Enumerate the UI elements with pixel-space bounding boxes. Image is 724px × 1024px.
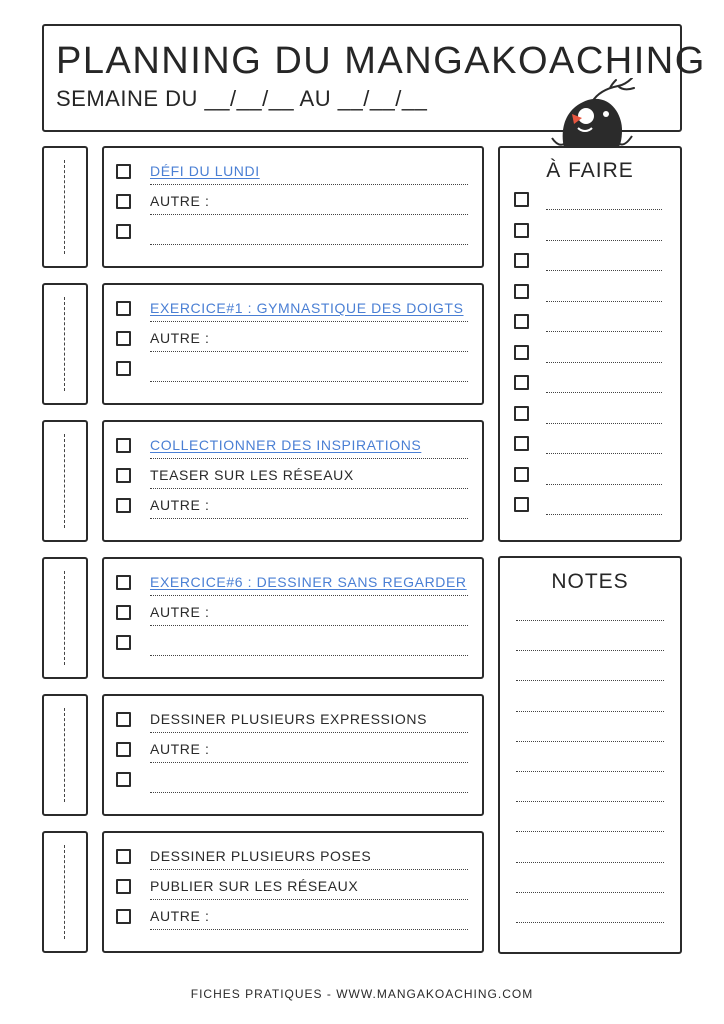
- task-row: [116, 770, 468, 794]
- todo-item: [514, 314, 662, 332]
- todo-checkbox[interactable]: [514, 345, 529, 360]
- task-write-line[interactable]: [150, 869, 468, 870]
- page-title: PLANNING DU MANGAKOACHING: [56, 40, 706, 82]
- note-line[interactable]: [516, 650, 664, 651]
- todo-checkbox[interactable]: [514, 436, 529, 451]
- note-line[interactable]: [516, 862, 664, 863]
- task-write-line[interactable]: [150, 732, 468, 733]
- todo-checkbox[interactable]: [514, 406, 529, 421]
- task-checkbox[interactable]: [116, 438, 131, 453]
- task-row: [116, 299, 468, 323]
- task-row: [116, 359, 468, 383]
- task-write-line[interactable]: [150, 184, 468, 185]
- todo-checkbox[interactable]: [514, 314, 529, 329]
- task-row: [116, 192, 468, 216]
- day-dashed-line: [64, 708, 65, 802]
- task-checkbox[interactable]: [116, 879, 131, 894]
- task-row: [116, 847, 468, 871]
- todo-item: [514, 284, 662, 302]
- task-checkbox[interactable]: [116, 468, 131, 483]
- todo-write-line[interactable]: [546, 240, 662, 241]
- task-row: [116, 222, 468, 246]
- notes-box: [498, 556, 682, 954]
- day-tasks-box: [102, 694, 484, 816]
- day-dashed-line: [64, 571, 65, 665]
- task-row: [116, 329, 468, 353]
- task-row: [116, 633, 468, 657]
- day-dashed-line: [64, 434, 65, 528]
- task-write-line[interactable]: [150, 458, 468, 459]
- day-label-box[interactable]: [42, 557, 88, 679]
- todo-write-line[interactable]: [546, 270, 662, 271]
- task-checkbox[interactable]: [116, 909, 131, 924]
- note-line[interactable]: [516, 771, 664, 772]
- todo-item: [514, 223, 662, 241]
- task-label: PUBLIER SUR LES RÉSEAUX: [150, 878, 359, 894]
- footer-text: FICHES PRATIQUES - WWW.MANGAKOACHING.COM: [190, 987, 534, 1001]
- todo-write-line[interactable]: [546, 514, 662, 515]
- note-line[interactable]: [516, 711, 664, 712]
- note-line[interactable]: [516, 801, 664, 802]
- todo-write-line[interactable]: [546, 362, 662, 363]
- task-write-line[interactable]: [150, 595, 468, 596]
- task-checkbox[interactable]: [116, 361, 131, 376]
- task-link[interactable]: DÉFI DU LUNDI: [150, 163, 260, 179]
- day-dashed-line: [64, 297, 65, 391]
- day-dashed-line: [64, 845, 65, 939]
- task-row: [116, 162, 468, 186]
- task-label: AUTRE :: [150, 908, 210, 924]
- todo-checkbox[interactable]: [514, 284, 529, 299]
- todo-item: [514, 345, 662, 363]
- task-row: [116, 603, 468, 627]
- note-line[interactable]: [516, 620, 664, 621]
- day-tasks-box: [102, 146, 484, 268]
- task-write-line[interactable]: [150, 899, 468, 900]
- task-checkbox[interactable]: [116, 712, 131, 727]
- note-line[interactable]: [516, 831, 664, 832]
- task-label: AUTRE :: [150, 497, 210, 513]
- task-write-line[interactable]: [150, 244, 468, 245]
- day-label-box[interactable]: [42, 283, 88, 405]
- task-write-line[interactable]: [150, 381, 468, 382]
- day-dashed-line: [64, 160, 65, 254]
- task-checkbox[interactable]: [116, 498, 131, 513]
- task-checkbox[interactable]: [116, 301, 131, 316]
- task-write-line[interactable]: [150, 625, 468, 626]
- task-checkbox[interactable]: [116, 605, 131, 620]
- task-write-line[interactable]: [150, 762, 468, 763]
- todo-title: À FAIRE: [546, 159, 634, 182]
- task-row: [116, 877, 468, 901]
- day-tasks-box: [102, 831, 484, 953]
- task-label: AUTRE :: [150, 741, 210, 757]
- task-write-line[interactable]: [150, 655, 468, 656]
- day-label-box[interactable]: [42, 420, 88, 542]
- task-row: [116, 436, 468, 460]
- task-label: DESSINER PLUSIEURS POSES: [150, 848, 372, 864]
- task-link[interactable]: EXERCICE#1 : GYMNASTIQUE DES DOIGTS: [150, 300, 464, 316]
- todo-write-line[interactable]: [546, 484, 662, 485]
- day-tasks-box: [102, 420, 484, 542]
- task-checkbox[interactable]: [116, 331, 131, 346]
- todo-item: [514, 406, 662, 424]
- task-label: AUTRE :: [150, 330, 210, 346]
- task-checkbox[interactable]: [116, 635, 131, 650]
- todo-write-line[interactable]: [546, 423, 662, 424]
- todo-write-line[interactable]: [546, 209, 662, 210]
- task-label: AUTRE :: [150, 193, 210, 209]
- todo-checkbox[interactable]: [514, 467, 529, 482]
- task-row: [116, 496, 468, 520]
- task-label: TEASER SUR LES RÉSEAUX: [150, 467, 354, 483]
- todo-box: [498, 146, 682, 542]
- task-write-line[interactable]: [150, 792, 468, 793]
- task-checkbox[interactable]: [116, 849, 131, 864]
- todo-checkbox[interactable]: [514, 253, 529, 268]
- task-label: DESSINER PLUSIEURS EXPRESSIONS: [150, 711, 428, 727]
- task-write-line[interactable]: [150, 214, 468, 215]
- day-label-box[interactable]: [42, 146, 88, 268]
- task-checkbox[interactable]: [116, 772, 131, 787]
- day-label-box[interactable]: [42, 694, 88, 816]
- todo-write-line[interactable]: [546, 453, 662, 454]
- task-write-line[interactable]: [150, 351, 468, 352]
- todo-write-line[interactable]: [546, 301, 662, 302]
- task-write-line[interactable]: [150, 488, 468, 489]
- task-link[interactable]: COLLECTIONNER DES INSPIRATIONS: [150, 437, 422, 453]
- task-row: [116, 907, 468, 931]
- todo-item: [514, 192, 662, 210]
- task-checkbox[interactable]: [116, 742, 131, 757]
- task-write-line[interactable]: [150, 929, 468, 930]
- note-line[interactable]: [516, 680, 664, 681]
- todo-write-line[interactable]: [546, 392, 662, 393]
- todo-item: [514, 375, 662, 393]
- task-row: [116, 466, 468, 490]
- task-row: [116, 740, 468, 764]
- task-write-line[interactable]: [150, 518, 468, 519]
- day-tasks-box: [102, 557, 484, 679]
- todo-checkbox[interactable]: [514, 192, 529, 207]
- note-line[interactable]: [516, 922, 664, 923]
- day-tasks-box: [102, 283, 484, 405]
- task-write-line[interactable]: [150, 321, 468, 322]
- task-checkbox[interactable]: [116, 575, 131, 590]
- todo-checkbox[interactable]: [514, 375, 529, 390]
- notes-title: NOTES: [551, 570, 629, 593]
- todo-checkbox[interactable]: [514, 497, 529, 512]
- task-row: [116, 710, 468, 734]
- task-label: AUTRE :: [150, 604, 210, 620]
- todo-item: [514, 436, 662, 454]
- todo-item: [514, 497, 662, 515]
- todo-write-line[interactable]: [546, 331, 662, 332]
- todo-item: [514, 253, 662, 271]
- task-checkbox[interactable]: [116, 194, 131, 209]
- mascot-icon: [548, 78, 640, 148]
- week-range: SEMAINE DU __/__/__ AU __/__/__: [56, 86, 428, 111]
- task-link[interactable]: EXERCICE#6 : DESSINER SANS REGARDER: [150, 574, 467, 590]
- task-checkbox[interactable]: [116, 224, 131, 239]
- todo-checkbox[interactable]: [514, 223, 529, 238]
- task-row: [116, 573, 468, 597]
- day-label-box[interactable]: [42, 831, 88, 953]
- todo-item: [514, 467, 662, 485]
- note-line[interactable]: [516, 892, 664, 893]
- task-checkbox[interactable]: [116, 164, 131, 179]
- note-line[interactable]: [516, 741, 664, 742]
